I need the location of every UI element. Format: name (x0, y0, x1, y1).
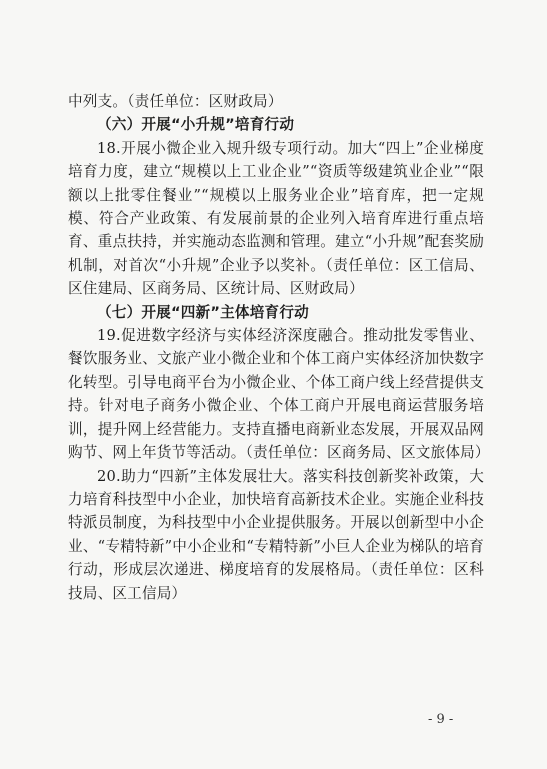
page-number: - 9 - (428, 712, 454, 727)
section-heading-6: （六）开展“小升规”培育行动 (97, 116, 295, 134)
document-body (68, 90, 490, 605)
paragraph-19: 19.促进数字经济与实体经济深度融合。推动批发零售业、餐饮服务业、文旅产业小微企业和个体工商户实体经济加快数字化转型。引导电商平台为小微企业、个体工商户线上经营提供支持。针对电子商务小微企业、个体工商户开展电商运营服务培训，提升网上经营能力。支持直播电商新业态发展，开展双品网购节、网上年货节等活动。（责任单位：区商务局、区文旅体局） (68, 327, 490, 462)
paragraph-continuation: 中列支。（责任单位：区财政局） (68, 93, 283, 110)
paragraph-20: 20.助力“四新”主体发展壮大。落实科技创新奖补政策，大力培育科技型中小企业，加快培育高新技术企业。实施企业科技特派员制度，为科技型中小企业提供服务。开展以创新型中小企业、“专精特新”中小企业和“专精特新”小巨人企业为梯队的培育行动，形成层次递进、梯度培育的发展格局。（责任单位：区科技局、区工信局） (68, 467, 484, 602)
section-heading-7: （七）开展“四新”主体培育行动 (97, 303, 309, 321)
paragraph-18: 18.开展小微企业入规升级专项行动。加大“四上”企业梯度培育力度，建立“规模以上工业企业”“资质等级建筑业企业”“限额以上批零住餐业”“规模以上服务业企业”培育库，把一定规模、符合产业政策、有发展前景的企业列入培育库进行重点培育、重点扶持，并实施动态监测和管理。建立“小升规”配套奖励机制，对首次“小升规”企业予以奖补。（责任单位：区工信局、区住建局、区商务局、区统计局、区财政局） (68, 139, 484, 298)
